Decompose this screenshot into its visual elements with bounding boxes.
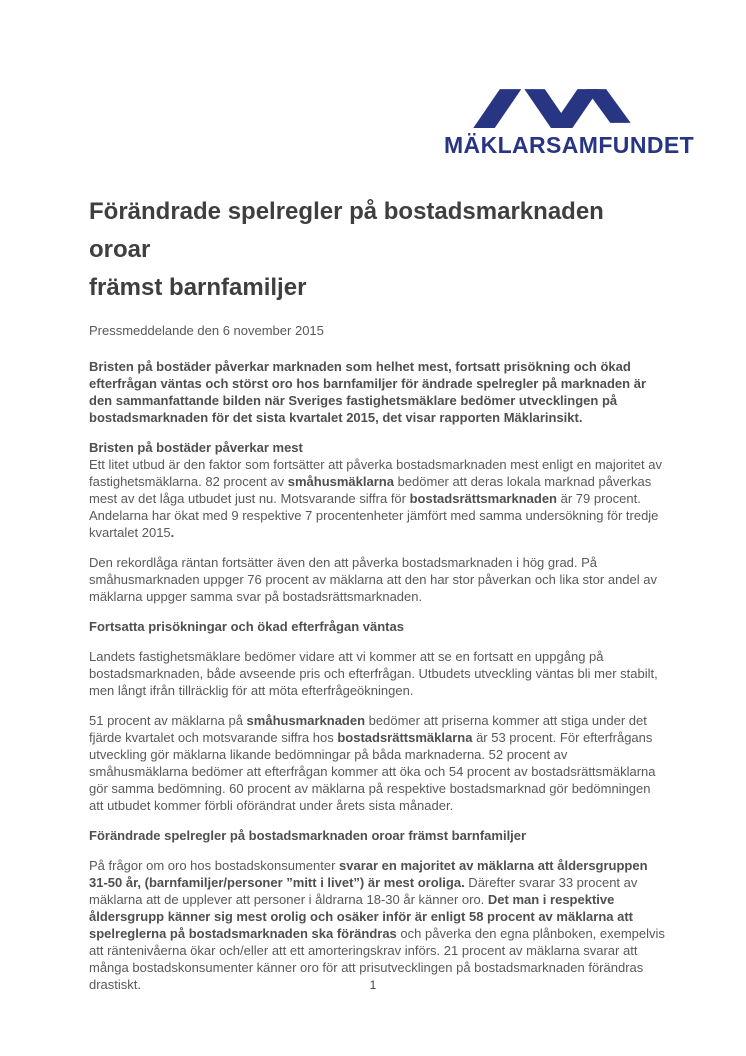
page-title-line1: Förändrade spelregler på bostadsmarknaden oroar [89,198,604,263]
text-segment: 51 procent av mäklarna på [89,713,247,728]
text-segment: är 79 procent. Andelarna har ökat med 9 respektive 7 procentenheter jämfört med samma undersökning för tredje kvartalet 2015 [89,491,659,540]
text-segment: svarar en majoritet av mäklarna att åldersgruppen 31-50 år, (barnfamiljer/personer ”mitt i livet”) är mest oroliga. [89,858,648,890]
page-title-line2: främst barnfamiljer [89,274,307,301]
text-segment: och påverka den egna plånboken, exempelvis att räntenivåerna ökar och/eller att ett amorteringskrav införs. 21 procent av mäklarna svarar att många bostadskonsumenter känner oro för att prisutvecklingen på bostadsmarknaden förändras drastiskt. [89,926,665,992]
lead-paragraph [89,358,667,426]
section-heading: Förändrade spelregler på bostadsmarknaden oroar främst barnfamiljer [89,828,527,843]
paragraph [89,648,667,699]
maklarsamfundet-roof-icon [471,84,635,130]
paragraph [89,456,667,541]
text-segment: bedömer att deras lokala marknad påverkas mest av det låga utbudet just nu. Motsvarande siffra för [89,474,652,506]
paragraph [89,554,667,605]
brand-wordmark: MÄKLARSAMFUNDET [444,132,695,158]
page-number: 1 [369,978,377,992]
text-segment: Den rekordlåga räntan fortsätter även den att påverka bostadsmarknaden i hög grad. På småhusmarknaden uppger 76 procent av mäklarna att den har stor påverkan och lika stor andel av mäklarna uppger samma svar på bostadsrättsmarknaden. [89,555,657,604]
text-segment: Ett litet utbud är den faktor som fortsätter att påverka bostadsmarknaden mest enligt en majoritet av fastighetsmäklarna. 82 procent av [89,457,663,489]
paragraph [89,712,667,814]
text-segment: är 53 procent. För efterfrågans utveckling gör mäklarna likande bedömningar på båda marknaderna. 52 procent av småhusmäklarna bedömer att efterfrågan kommer att öka och 54 procent av bostadsrättsmäklarna gör samma bedömning. 60 procent av mäklarna på respektive bostadsmarknad gör bedömningen att utbudet kommer förbli oförändrat under årets sista månader. [89,730,656,813]
article-body [89,358,667,993]
section-heading: Fortsatta prisökningar och ökad efterfrågan väntas [89,619,404,634]
text-segment: Bristen på bostäder påverkar marknaden som helhet mest, fortsatt prisökning och ökad efterfrågan väntas och störst oro hos barnfamiljer för ändrade spelregler på marknaden är den sammanfattande bilden när Sveriges fastighetsmäklare bedömer utvecklingen på bostadsmarknaden för det sista kvartalet 2015, det visar rapporten Mäklarinsikt. [89,359,647,425]
brand-logo [444,84,695,159]
text-segment: . [170,525,175,540]
text-segment: Det man i respektive åldersgrupp känner sig mest orolig och osäker inför är enligt 58 procent av mäklarna att spelreglerna på bostadsmarknaden ska förändras [89,892,633,941]
paragraph [89,857,667,993]
dateline: Pressmeddelande den 6 november 2015 [89,323,324,338]
text-segment: bostadsrättsmäklarna [337,730,473,745]
page-title [89,193,667,307]
text-segment: småhusmarknaden [246,713,366,728]
text-segment: På frågor om oro hos bostadskonsumenter [89,858,340,873]
section-heading: Bristen på bostäder påverkar mest [89,440,303,455]
text-segment: Därefter svarar 33 procent av mäklarna att de upplever att personer i åldrarna 18-30 år känner oro. [89,875,638,907]
text-segment: bedömer att priserna kommer att stiga under det fjärde kvartalet och motsvarande siffra hos [89,713,647,745]
text-segment: småhusmäklarna [287,474,394,489]
text-segment: Landets fastighetsmäklare bedömer vidare att vi kommer att se en fortsatt en uppgång på bostadsmarknaden, både avseende pris och efterfrågan. Utbudets utveckling väntas bli mer stabilt, men långt ifrån tillräcklig för att möta efterfrågeökningen. [89,649,658,698]
content-column [89,193,667,1006]
text-segment: bostadsrättsmarknaden [409,491,557,506]
